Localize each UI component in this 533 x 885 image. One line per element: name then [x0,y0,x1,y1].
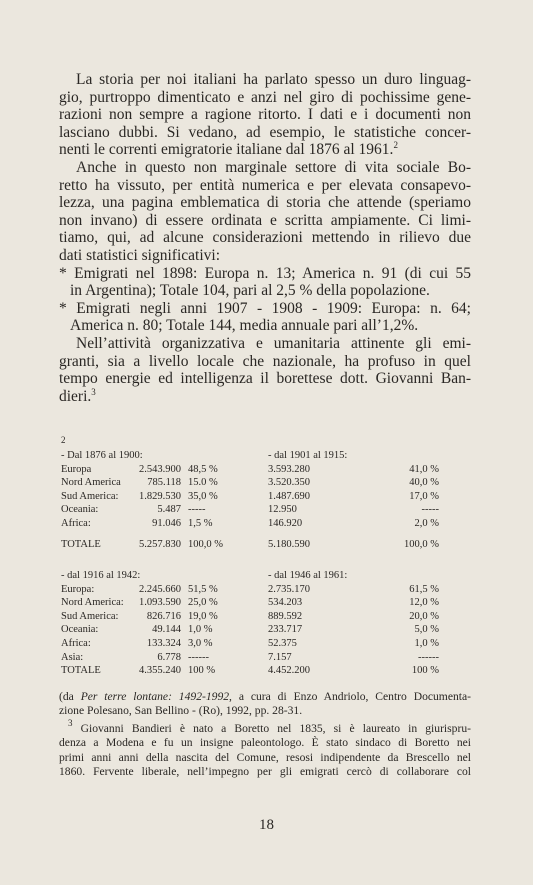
region-label: Nord America: [61,597,124,609]
total-percent-right: 100,0 % [404,538,439,550]
footnote-line-text: Giovanni Bandieri è nato a Boretto nel 1835, si è laureato in giurispru- [80,722,471,735]
bullet-line: * Emigrati negli anni 1907 - 1908 - 1909: Europa: n. 64; [59,299,471,317]
value-right: 7.157 [268,651,292,663]
table-total-row [61,538,481,552]
text-line: lasciano dubbi. Si vedano, ad esempio, le statistiche concer- [59,123,471,141]
paragraph-3 [59,335,471,405]
period-heading-left: - Dal 1876 al 1900: [61,450,143,461]
value-left: 785.118 [147,477,181,489]
table-row [61,463,481,477]
percent-left: 48,5 % [188,463,218,475]
region-label: Africa: [61,517,91,529]
value-right: 2.735.170 [268,583,310,595]
region-label: Nord America [61,477,121,489]
text-line: gio, purtroppo dimenticato e anzi nel giro di pochissime gene- [59,88,471,106]
value-right: 4.452.200 [268,665,310,677]
value-left: 91.046 [152,517,181,529]
region-label: Africa: [61,637,91,649]
table-row [61,476,481,490]
total-value-right: 5.180.590 [268,538,310,550]
footnote-2-marker: 2 [61,435,66,445]
citation-title: Per terre lontane: 1492-1992 [80,690,230,703]
value-left: 6.778 [157,651,181,663]
percent-left: 1,5 % [188,517,213,529]
table-row [61,623,481,637]
region-label: TOTALE [61,665,101,677]
percent-right: 20,0 % [409,610,439,622]
text-line [59,388,471,406]
percent-left: 100 % [188,665,216,677]
percent-left: ------ [188,651,209,663]
bullet-line: * Emigrati nel 1898: Europa n. 13; America n. 91 (di cui 55 [59,264,471,282]
table-row [61,490,481,504]
footnote-ref-3: 3 [91,386,96,397]
table-row [61,664,481,678]
citation-suffix: , a cura di Enzo Andriolo, Centro Documenta- [229,690,471,703]
percent-right: 100 % [411,665,439,677]
percent-right: 17,0 % [409,490,439,502]
text-line: retto ha vissuto, per entità numerica e per elevata consapevo- [59,176,471,194]
region-label: Oceania: [61,504,99,516]
percent-left: 25,0 % [188,597,218,609]
table-row [61,637,481,651]
source-citation [59,690,471,719]
region-label: Europa [61,463,92,475]
text-line [59,141,471,159]
table-row [61,596,481,610]
period-heading-right: - dal 1946 al 1961: [268,570,348,581]
text-line: dati statistici significativi: [59,246,221,264]
percent-right: ----- [421,504,439,516]
text-line: razioni non sempre a ragione ritorto. I dati e i documenti non [59,106,471,124]
region-label: Europa: [61,583,95,595]
value-left: 5.487 [157,504,181,516]
paragraph-1 [59,71,471,159]
emigration-table-2 [61,569,481,678]
emigration-table-1 [61,449,481,551]
value-right: 146.920 [268,517,303,529]
value-left: 826.716 [146,610,181,622]
table-row [61,503,481,517]
citation-line: zione Polesano, San Bellino - (Ro), 1992, pp. 28-31. [59,704,303,718]
table-heading-row [61,449,481,463]
percent-right: 41,0 % [409,463,439,475]
percent-left: 51,5 % [188,583,218,595]
value-right: 534.203 [268,597,303,609]
table-row [61,651,481,665]
footnote-line [59,718,471,736]
text-line: granti, sia a livello locale che nazionale, ha profuso in quel [59,352,471,370]
percent-left: ----- [188,504,206,516]
value-right: 889.592 [268,610,303,622]
percent-right: 2,0 % [414,517,439,529]
value-left: 2.543.900 [139,463,181,475]
percent-right: 1,0 % [414,637,439,649]
text-line: non invano) di essere ordinata e scritta ampiamente. Ci limi- [59,211,471,229]
table-row [61,610,481,624]
region-label: Sud America: [61,490,119,502]
value-left: 133.324 [146,637,181,649]
value-left: 1.093.590 [139,597,181,609]
footnote-line: denza a Modena e fu un insigne paleontologo. È stato sindaco di Boretto nei [59,736,471,750]
table-row [61,583,481,597]
table-heading-row [61,569,481,583]
text-line: Nell’attività organizzativa e umanitaria attinente gli emi- [76,335,471,352]
percent-right: 5,0 % [414,624,439,636]
percent-right: 12,0 % [409,597,439,609]
total-value-left: 5.257.830 [139,538,181,550]
footnote-3-marker: 3 [68,718,73,728]
citation-prefix: (da [59,690,81,703]
footnote-3 [59,718,471,780]
footnote-line: 1860. Fervente liberale, nell’impegno per gli emigrati cercò di collaborare col [59,765,471,779]
percent-left: 19,0 % [188,610,218,622]
percent-left: 3,0 % [188,637,213,649]
text-line: lezza, una pagina emblematica di storia che attende (speriamo [59,194,471,212]
percent-right: ------ [418,651,439,663]
percent-left: 15.0 % [188,477,218,489]
value-right: 52.375 [268,637,297,649]
value-right: 12.950 [268,504,297,516]
percent-left: 35,0 % [188,490,218,502]
page-number: 18 [259,817,274,833]
text-line: Anche in questo non marginale settore di vita sociale Bo- [76,159,471,176]
bullet-line: America n. 80; Totale 144, media annuale pari all’1,2%. [70,317,419,335]
value-left: 4.355.240 [139,665,181,677]
footnote-ref-2: 2 [393,140,398,151]
value-right: 233.717 [268,624,303,636]
text-line: tempo energie ed intelligenza il borettese dott. Giovanni Ban- [59,370,471,388]
text-line-body: dieri. [59,387,92,405]
citation-line [59,690,471,704]
footnote-line: primi anni anni della nascita del Comune, resosi indipendente da Brescello nel [59,750,471,764]
value-right: 3.520.350 [268,477,310,489]
region-label: Asia: [61,651,84,663]
text-line: tiamo, qui, ad alcune considerazioni mettendo in rilievo due [59,229,471,247]
text-line: La storia per noi italiani ha parlato spesso un duro linguag- [76,71,471,88]
percent-left: 1,0 % [188,624,213,636]
region-label: Oceania: [61,624,99,636]
value-left: 2.245.660 [139,583,181,595]
percent-right: 40,0 % [409,477,439,489]
region-label: Sud America: [61,610,119,622]
value-right: 1.487.690 [268,490,310,502]
value-right: 3.593.280 [268,463,310,475]
period-heading-right: - dal 1901 al 1915: [268,450,348,461]
total-label: TOTALE [61,538,101,550]
percent-right: 61,5 % [409,583,439,595]
total-percent-left: 100,0 % [188,538,223,550]
value-left: 1.829.530 [139,490,181,502]
paragraph-2 [59,159,471,335]
table-row [61,517,481,531]
text-line-body: nenti le correnti emigratorie italiane dal 1876 al 1961. [59,141,394,159]
value-left: 49.144 [152,624,181,636]
period-heading-left: - dal 1916 al 1942: [61,570,141,581]
bullet-line: in Argentina); Totale 104, pari al 2,5 % della popolazione. [70,282,430,300]
